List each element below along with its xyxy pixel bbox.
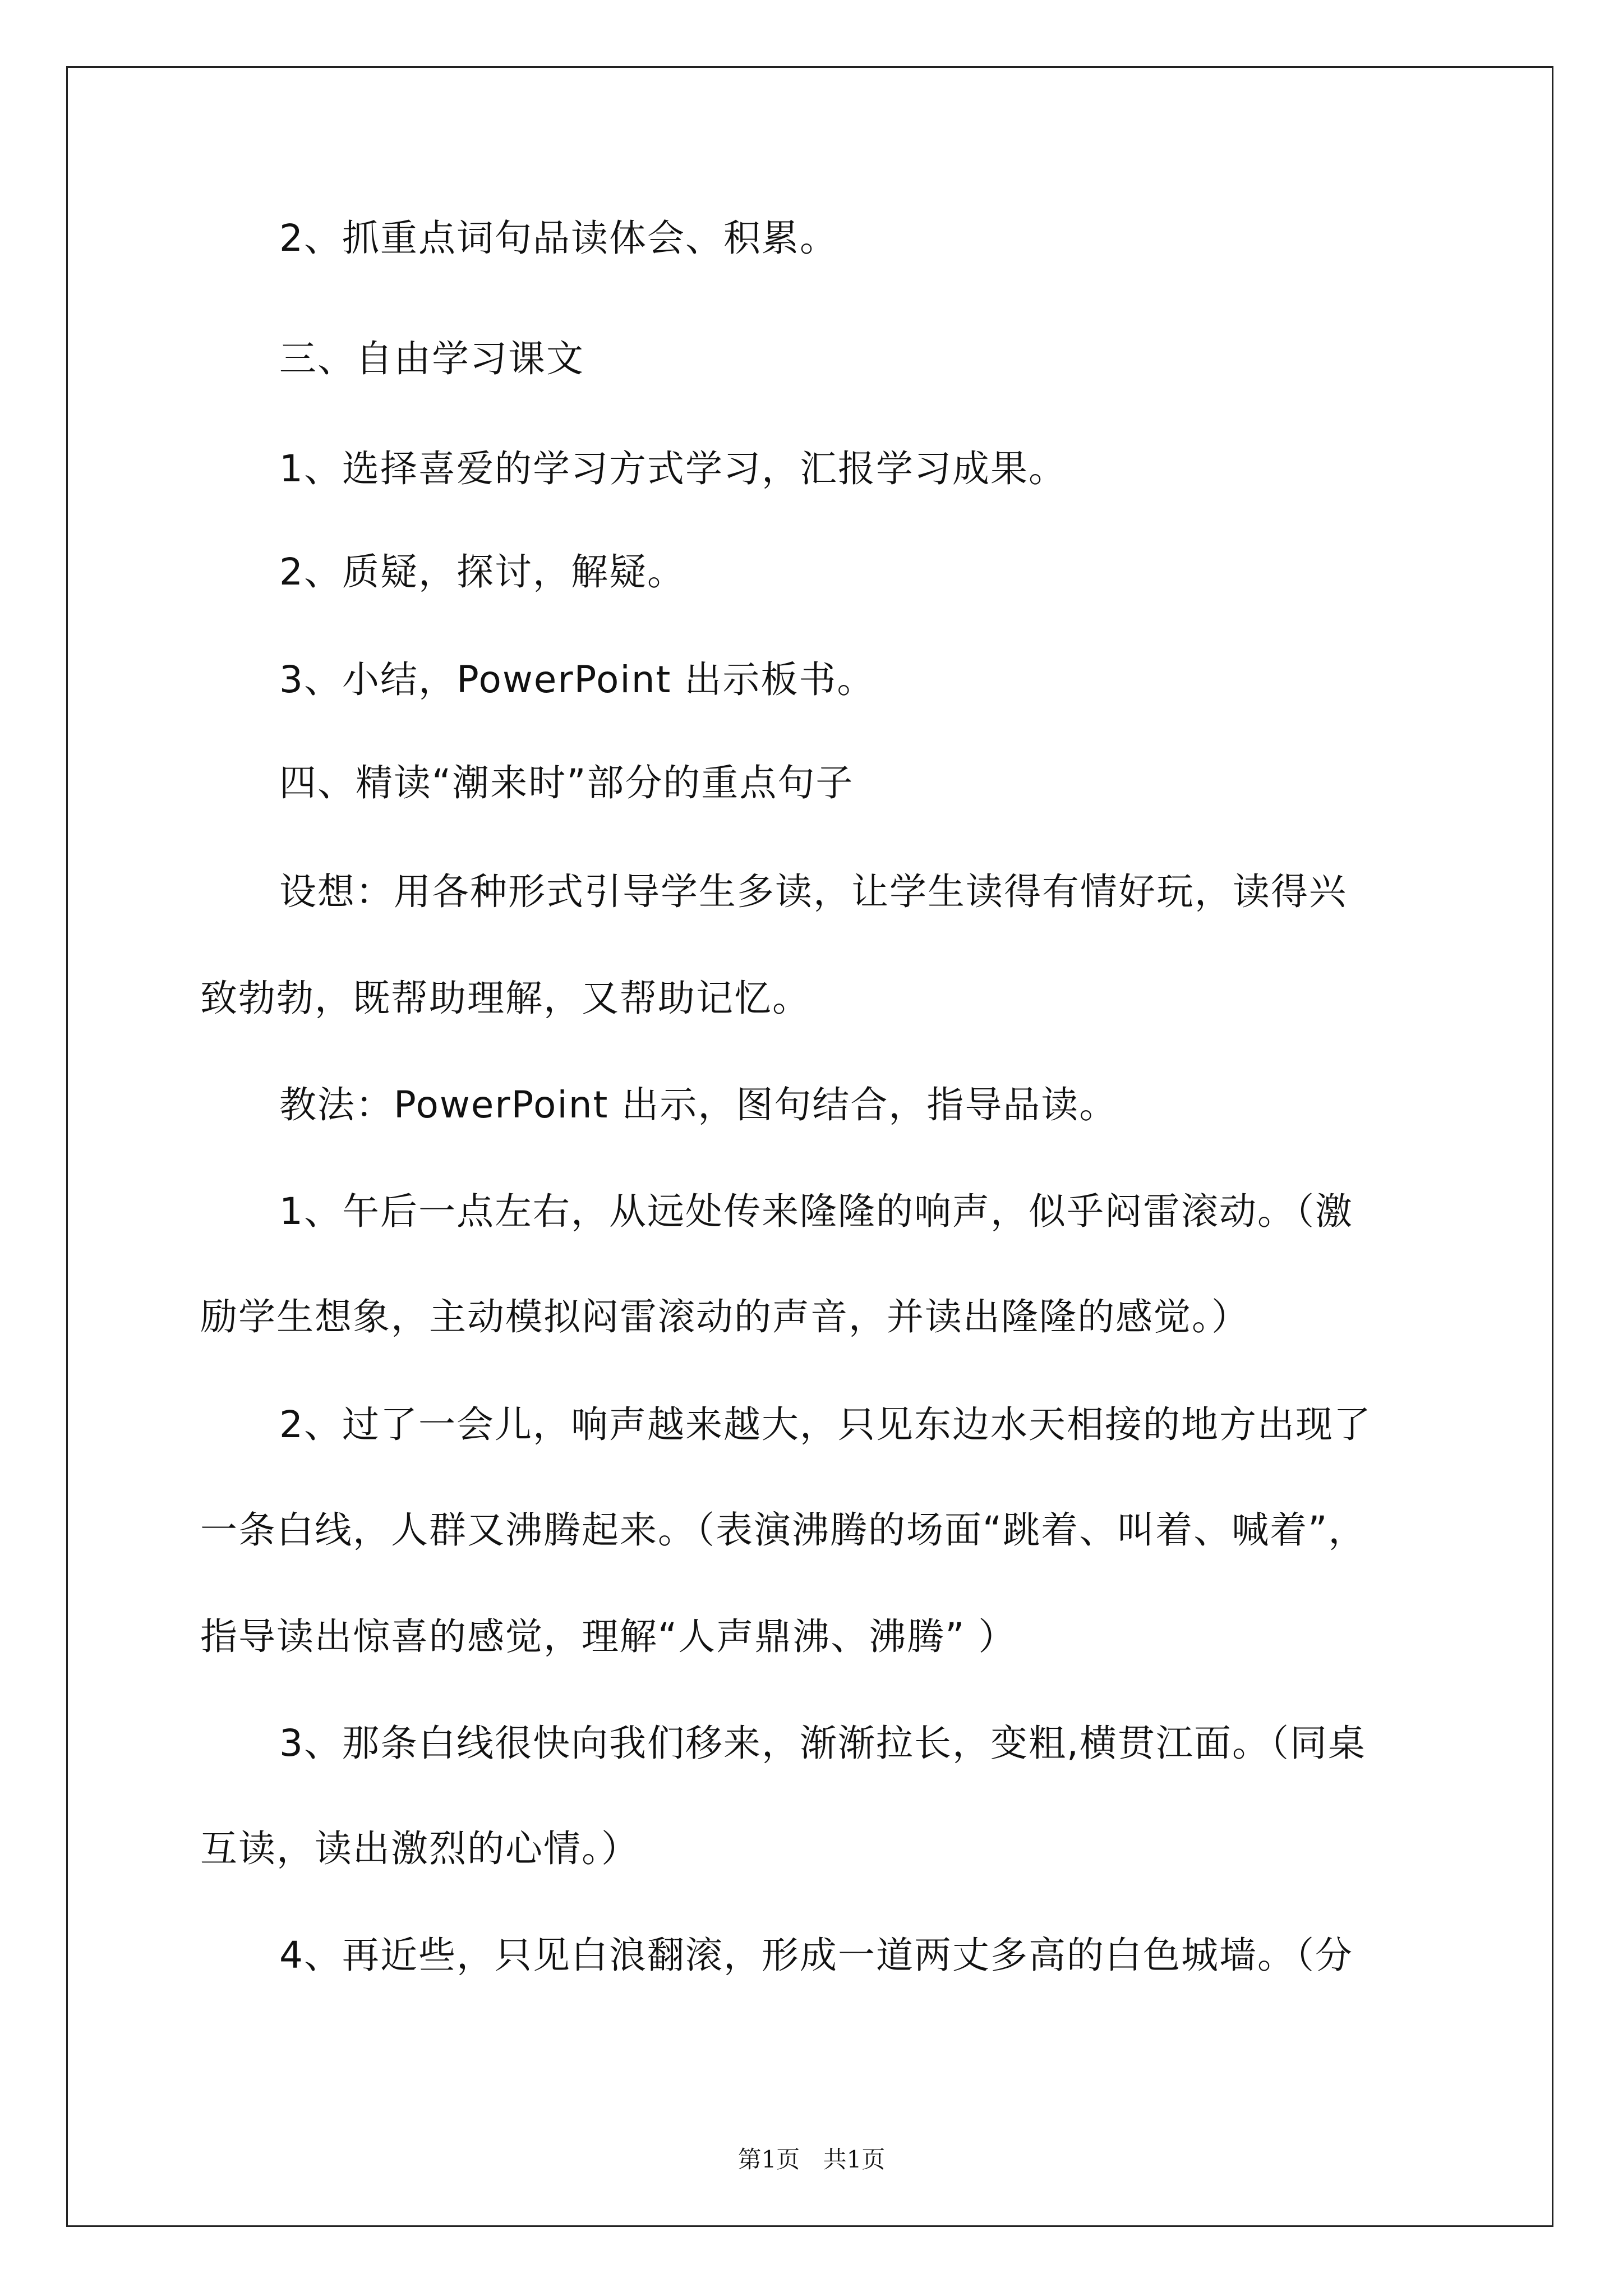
text-line: 2、质疑，探讨，解疑。 xyxy=(279,550,685,593)
text-line: 2、过了一会儿，响声越来越大，只见东边水天相接的地方出现了 xyxy=(279,1403,1372,1446)
page-number: 第1页 xyxy=(737,2146,800,2173)
text-line: 致勃勃，既帮助理解，又帮助记忆。 xyxy=(200,977,810,1020)
text-line: 一条白线，人群又沸腾起来。（表演沸腾的场面“跳着、叫着、喊着”， xyxy=(200,1508,1367,1552)
page-border xyxy=(66,66,1553,2227)
text-line: 教法：PowerPoint 出示，图句结合，指导品读。 xyxy=(279,1083,1118,1126)
section-heading: 四、精读“潮来时”部分的重点句子 xyxy=(279,761,854,804)
page-total: 共1页 xyxy=(823,2146,886,2173)
text-line: 1、午后一点左右，从远处传来隆隆的响声，似乎闷雷滚动。（激 xyxy=(279,1190,1353,1233)
text-line: 设想：用各种形式引导学生多读，让学生读得有情好玩，读得兴 xyxy=(279,870,1347,913)
page-footer xyxy=(0,2144,1623,2175)
text-line: 3、那条白线很快向我们移来，渐渐拉长，变粗,横贯江面。（同桌 xyxy=(279,1722,1366,1765)
text-line: 1、选择喜爱的学习方式学习，汇报学习成果。 xyxy=(279,447,1067,490)
text-line: 互读，读出激烈的心情。） xyxy=(200,1827,639,1870)
text-line: 2、抓重点词句品读体会、积累。 xyxy=(279,217,838,260)
text-line: 3、小结，PowerPoint 出示板书。 xyxy=(279,658,875,701)
text-line: 励学生想象，主动模拟闷雷滚动的声音，并读出隆隆的感觉。） xyxy=(200,1295,1249,1338)
section-heading: 三、自由学习课文 xyxy=(279,337,584,380)
text-line: 4、再近些，只见白浪翻滚，形成一道两丈多高的白色城墙。（分 xyxy=(279,1934,1353,1977)
text-line: 指导读出惊喜的感觉，理解“人声鼎沸、沸腾” ） xyxy=(200,1615,1017,1658)
